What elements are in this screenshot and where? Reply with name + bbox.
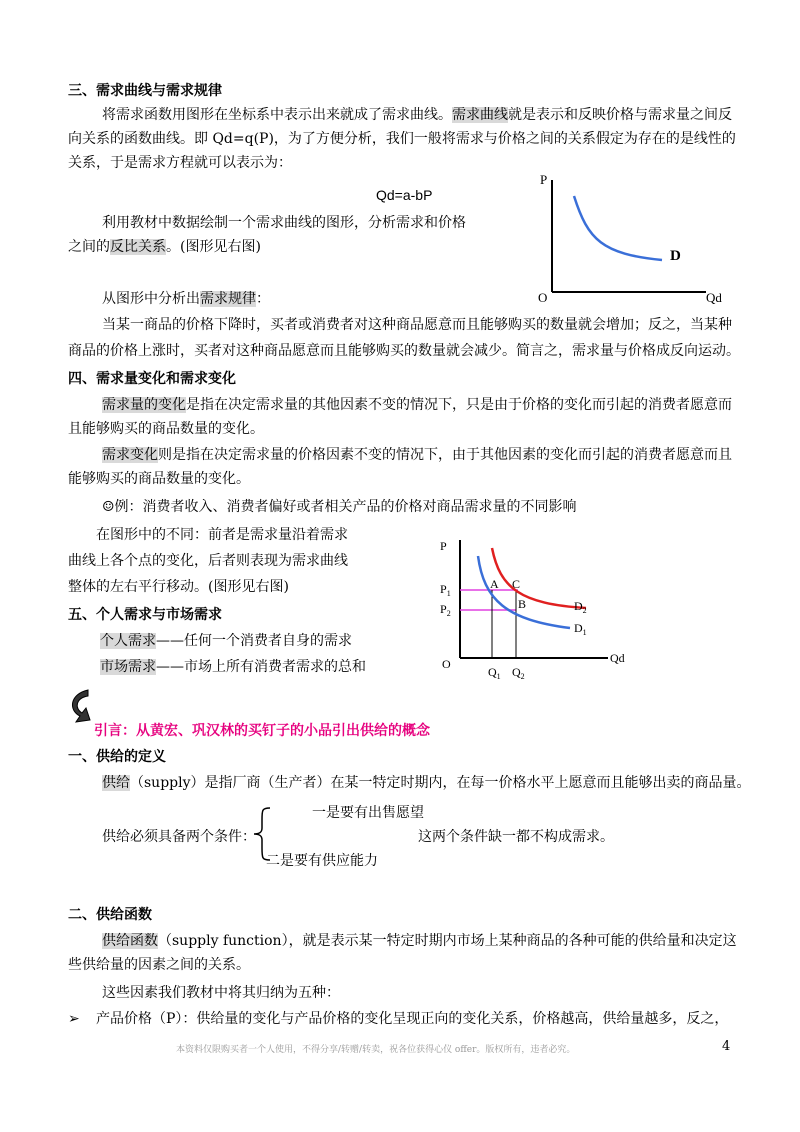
s4-difference-line-1: 在图形中的不同：前者是需求量沿着需求 xyxy=(96,527,348,543)
intro-text: 引言：从黄宏、巩汉林的买钉子的小品引出供给的概念 xyxy=(94,723,430,739)
supply-function-line-2: 些供给量的因素之间的关系。 xyxy=(68,957,250,973)
curved-arrow-icon xyxy=(66,686,94,726)
chart2-point-b: B xyxy=(518,597,527,611)
supply-condition-1: 一是要有出售愿望 xyxy=(312,805,424,821)
chart1-q-label: Qd xyxy=(706,290,722,305)
term-supply-function: 供给函数 xyxy=(102,933,158,949)
s3-paragraph-2-line-1: 利用教材中数据绘制一个需求曲线的图形，分析需求和价格 xyxy=(102,215,466,231)
chart2-q1-label: $Q_1$ xyxy=(488,665,501,681)
supply-condition-label: 供给必须具备两个条件： xyxy=(102,829,256,845)
chart1-curve-label: D xyxy=(670,248,681,264)
s4-paragraph-2-line-1: 需求变化则是指在决定需求量的价格因素不变的情况下，由于其他因素的变化而引起的消费者愿意而且 xyxy=(102,447,732,463)
chart2-q-label: Qd xyxy=(610,651,625,665)
s3-paragraph-4-line-2: 商品的价格上涨时，买者对这种商品愿意而且能够购买的数量就会减少。简言之，需求量与价格成反向运动。 xyxy=(68,343,740,359)
chart2-point-c: C xyxy=(512,577,521,591)
section-4-heading: 四、需求量变化和需求变化 xyxy=(68,371,236,387)
term-quantity-demanded-change: 需求量的变化 xyxy=(102,397,186,413)
demand-curve-chart xyxy=(530,168,730,308)
chart2-d2-label: $D_2$ xyxy=(574,599,587,615)
term-demand-change: 需求变化 xyxy=(102,447,158,463)
market-demand: 市场需求——市场上所有消费者需求的总和 xyxy=(100,659,366,675)
s3-paragraph-4-line-1: 当某一商品的价格下降时，买者或消费者对这种商品愿意而且能够购买的数量就会增加；反之，当某种 xyxy=(102,317,732,333)
chart2-p2-label: $P_2$ xyxy=(440,602,451,618)
term-demand-curve: 需求曲线 xyxy=(452,107,508,123)
supply-definition-heading: 一、供给的定义 xyxy=(68,749,166,765)
s3-paragraph-1-line-2: 向关系的函数曲线。即 Qd=q(P)，为了方便分析，我们一般将需求与价格之间的关系假定为存在的是线性的 xyxy=(68,131,736,147)
supply-factors-intro: 这些因素我们教材中将其归纳为五种： xyxy=(102,985,340,1001)
s4-paragraph-2-line-2: 能够购买的商品数量的变化。 xyxy=(68,471,250,487)
page-number: 4 xyxy=(722,1039,731,1054)
s3-paragraph-1-line-1: 将需求函数用图形在坐标系中表示出来就成了需求曲线。需求曲线就是表示和反映价格与需求量之间反 xyxy=(102,107,732,123)
s3-paragraph-3: 从图形中分析出需求规律： xyxy=(102,291,270,307)
term-inverse-relation: 反比关系 xyxy=(110,239,166,255)
s4-paragraph-1-line-1: 需求量的变化是指在决定需求量的其他因素不变的情况下，只是由于价格的变化而引起的消费者愿意而 xyxy=(102,397,732,413)
demand-shift-chart xyxy=(432,530,642,690)
chart1-demand-curve xyxy=(574,196,662,260)
bullet-icon: ➢ xyxy=(68,1011,80,1027)
term-market-demand: 市场需求 xyxy=(100,659,156,675)
s4-paragraph-1-line-2: 且能够购买的商品数量的变化。 xyxy=(68,421,264,437)
supply-function-heading: 二、供给函数 xyxy=(68,907,152,923)
chart2-point-a: A xyxy=(490,577,499,591)
chart2-d2-curve xyxy=(492,548,586,608)
chart2-origin-label: O xyxy=(442,657,451,671)
supply-condition-2: 二是要有供应能力 xyxy=(266,853,378,869)
s3-paragraph-1-line-3: 关系，于是需求方程就可以表示为： xyxy=(68,155,292,171)
supply-factor-price: 产品价格（P）：供给量的变化与产品价格的变化呈现正向的变化关系，价格越高，供给量越多，反之， xyxy=(96,1011,729,1027)
section-3-heading: 三、需求曲线与需求规律 xyxy=(68,83,222,99)
chart1-origin-label: O xyxy=(538,290,548,305)
chart2-p1-label: $P_1$ xyxy=(440,582,451,598)
supply-function-line-1: 供给函数（supply function），就是表示某一特定时期内市场上某种商品的各种可能的供给量和决定这 xyxy=(102,933,737,949)
chart2-d1-label: $D_1$ xyxy=(574,621,587,637)
s4-example: ☺例：消费者收入、消费者偏好或者相关产品的价格对商品需求量的不同影响 xyxy=(102,499,577,515)
term-supply: 供给 xyxy=(102,775,130,791)
s4-difference-line-3: 整体的左右平行移动。(图形见右图) xyxy=(68,579,289,595)
supply-definition-text: 供给（supply）是指厂商（生产者）在某一特定时期内，在每一价格水平上愿意而且能够出卖的商品量。 xyxy=(102,775,751,791)
term-demand-law: 需求规律 xyxy=(200,291,256,307)
chart1-p-label: P xyxy=(540,172,548,187)
chart2-q2-label: $Q_2$ xyxy=(512,665,525,681)
demand-equation: Qd=a-bP xyxy=(376,187,433,203)
footer-notice: 本资料仅限购买者一个人使用，不得分享/转赠/转卖，祝各位获得心仪 offer。版权所有，违者必究。 xyxy=(176,1045,576,1055)
supply-condition-note: 这两个条件缺一都不构成需求。 xyxy=(418,829,614,845)
chart2-p-label: P xyxy=(440,539,447,553)
term-individual-demand: 个人需求 xyxy=(100,633,156,649)
s4-difference-line-2: 曲线上各个点的变化，后者则表现为需求曲线 xyxy=(68,553,348,569)
s3-paragraph-2-line-2: 之间的反比关系。(图形见右图) xyxy=(68,239,261,255)
section-5-heading: 五、个人需求与市场需求 xyxy=(68,607,222,623)
individual-demand: 个人需求——任何一个消费者自身的需求 xyxy=(100,633,352,649)
